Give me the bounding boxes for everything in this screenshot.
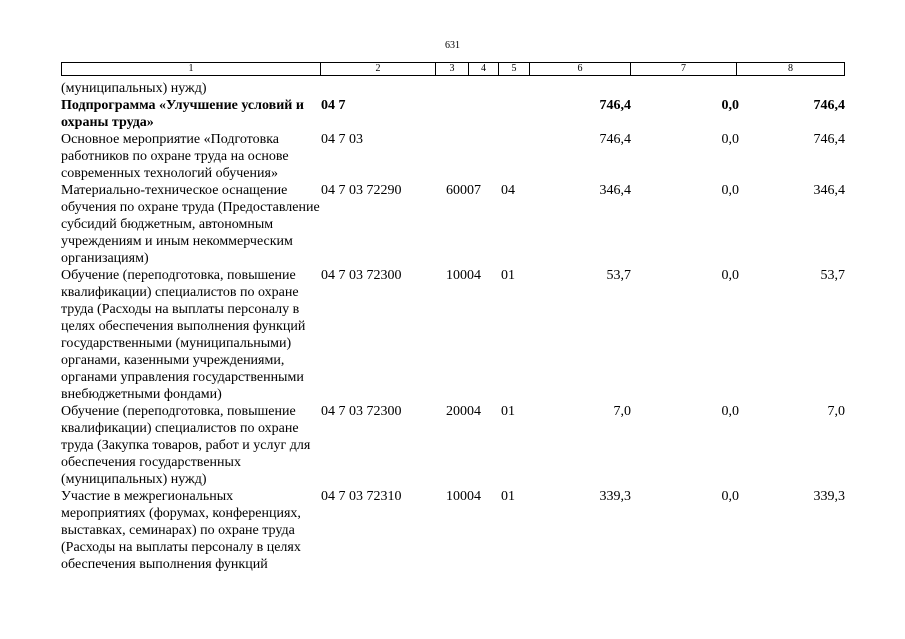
section: 04 — [467, 268, 481, 283]
header-cell-1: 1 — [62, 63, 321, 76]
amount-col8: 53,7 — [820, 268, 845, 283]
amount-col6: 7,0 — [613, 404, 631, 419]
item-name: Участие в межрегиональных мероприятиях (форумах, конференциях, выставках, семинарах) по охране труда (Расходы на выплаты персоналу в целях обеспечения выполнения функций — [61, 489, 301, 572]
amount-col6: 346,4 — [599, 183, 631, 198]
target-code: 04 7 03 72310 — [321, 489, 402, 504]
item-name: Обучение (переподготовка, повышение квалификации) специалистов по охране труда (Закупка товаров, работ и услуг для обеспечения государственных (муниципальных) нужд) — [61, 404, 311, 487]
section — [467, 80, 501, 97]
item-name: Подпрограмма «Улучшение условий и охраны труда» — [61, 98, 304, 130]
section — [467, 131, 501, 182]
subsection: 01 — [501, 404, 515, 419]
target-code — [321, 80, 434, 97]
expense-type — [434, 97, 467, 131]
target-code: 04 7 03 — [321, 132, 363, 147]
subsection: 04 — [501, 183, 515, 198]
amount-col6: 339,3 — [599, 489, 631, 504]
target-code: 04 7 03 72290 — [321, 183, 402, 198]
amount-col8: 7,0 — [827, 404, 845, 419]
expense-type — [434, 131, 467, 182]
amount-col8: 346,4 — [813, 183, 845, 198]
item-name: (муниципальных) нужд) — [61, 81, 207, 96]
amount-col6: 746,4 — [599, 132, 631, 147]
amount-col7: 0,0 — [721, 489, 739, 504]
amount-col7: 0,0 — [721, 132, 739, 147]
section: 04 — [467, 404, 481, 419]
expense-type: 100 — [446, 489, 467, 504]
table-row — [61, 182, 845, 267]
table-row — [61, 403, 845, 488]
header-cell-2: 2 — [321, 63, 436, 76]
subsection — [501, 97, 530, 131]
expense-type: 200 — [446, 404, 467, 419]
expense-type — [434, 80, 467, 97]
table-row — [61, 97, 845, 131]
item-name: Обучение (переподготовка, повышение квалификации) специалистов по охране труда (Расходы на выплаты персоналу в целях обеспечения выполнения функций государственными (муниципальными) органами, казенными учреждениями, органами управления государственными внебюджетными фондами) — [61, 268, 306, 402]
header-cell-5: 5 — [499, 63, 530, 76]
section — [467, 97, 501, 131]
subsection — [501, 131, 530, 182]
expense-type: 100 — [446, 268, 467, 283]
table-row — [61, 267, 845, 403]
header-cell-6: 6 — [530, 63, 631, 76]
subsection: 01 — [501, 268, 515, 283]
subsection: 01 — [501, 489, 515, 504]
table-row — [61, 80, 845, 97]
amount-col7 — [631, 80, 739, 97]
header-cell-3: 3 — [436, 63, 469, 76]
page-number: 631 — [445, 40, 460, 51]
table-row — [61, 488, 845, 573]
amount-col6: 53,7 — [606, 268, 631, 283]
target-code: 04 7 03 72300 — [321, 268, 402, 283]
amount-col8: 746,4 — [813, 98, 845, 113]
amount-col8: 339,3 — [813, 489, 845, 504]
amount-col7: 0,0 — [721, 98, 739, 113]
target-code: 04 7 03 72300 — [321, 404, 402, 419]
amount-col6: 746,4 — [599, 98, 631, 113]
header-cell-4: 4 — [469, 63, 499, 76]
header-cell-7: 7 — [631, 63, 737, 76]
section: 04 — [467, 489, 481, 504]
table-row — [61, 131, 845, 182]
amount-col7: 0,0 — [721, 268, 739, 283]
subsection — [501, 80, 530, 97]
budget-table — [61, 80, 845, 573]
item-name: Материально-техническое оснащение обучения по охране труда (Предоставление субсидий бюджетным, автономным учреждениям и иным некоммерческим организациям) — [61, 183, 320, 266]
amount-col6 — [530, 80, 631, 97]
column-number-header — [61, 62, 845, 76]
amount-col7: 0,0 — [721, 183, 739, 198]
header-cell-8: 8 — [737, 63, 845, 76]
target-code: 04 7 — [321, 98, 346, 113]
amount-col8: 746,4 — [813, 132, 845, 147]
amount-col7: 0,0 — [721, 404, 739, 419]
item-name: Основное мероприятие «Подготовка работников по охране труда на основе современных технологий обучения» — [61, 132, 289, 181]
section: 07 — [467, 183, 481, 198]
expense-type: 600 — [446, 183, 467, 198]
amount-col8 — [739, 80, 845, 97]
